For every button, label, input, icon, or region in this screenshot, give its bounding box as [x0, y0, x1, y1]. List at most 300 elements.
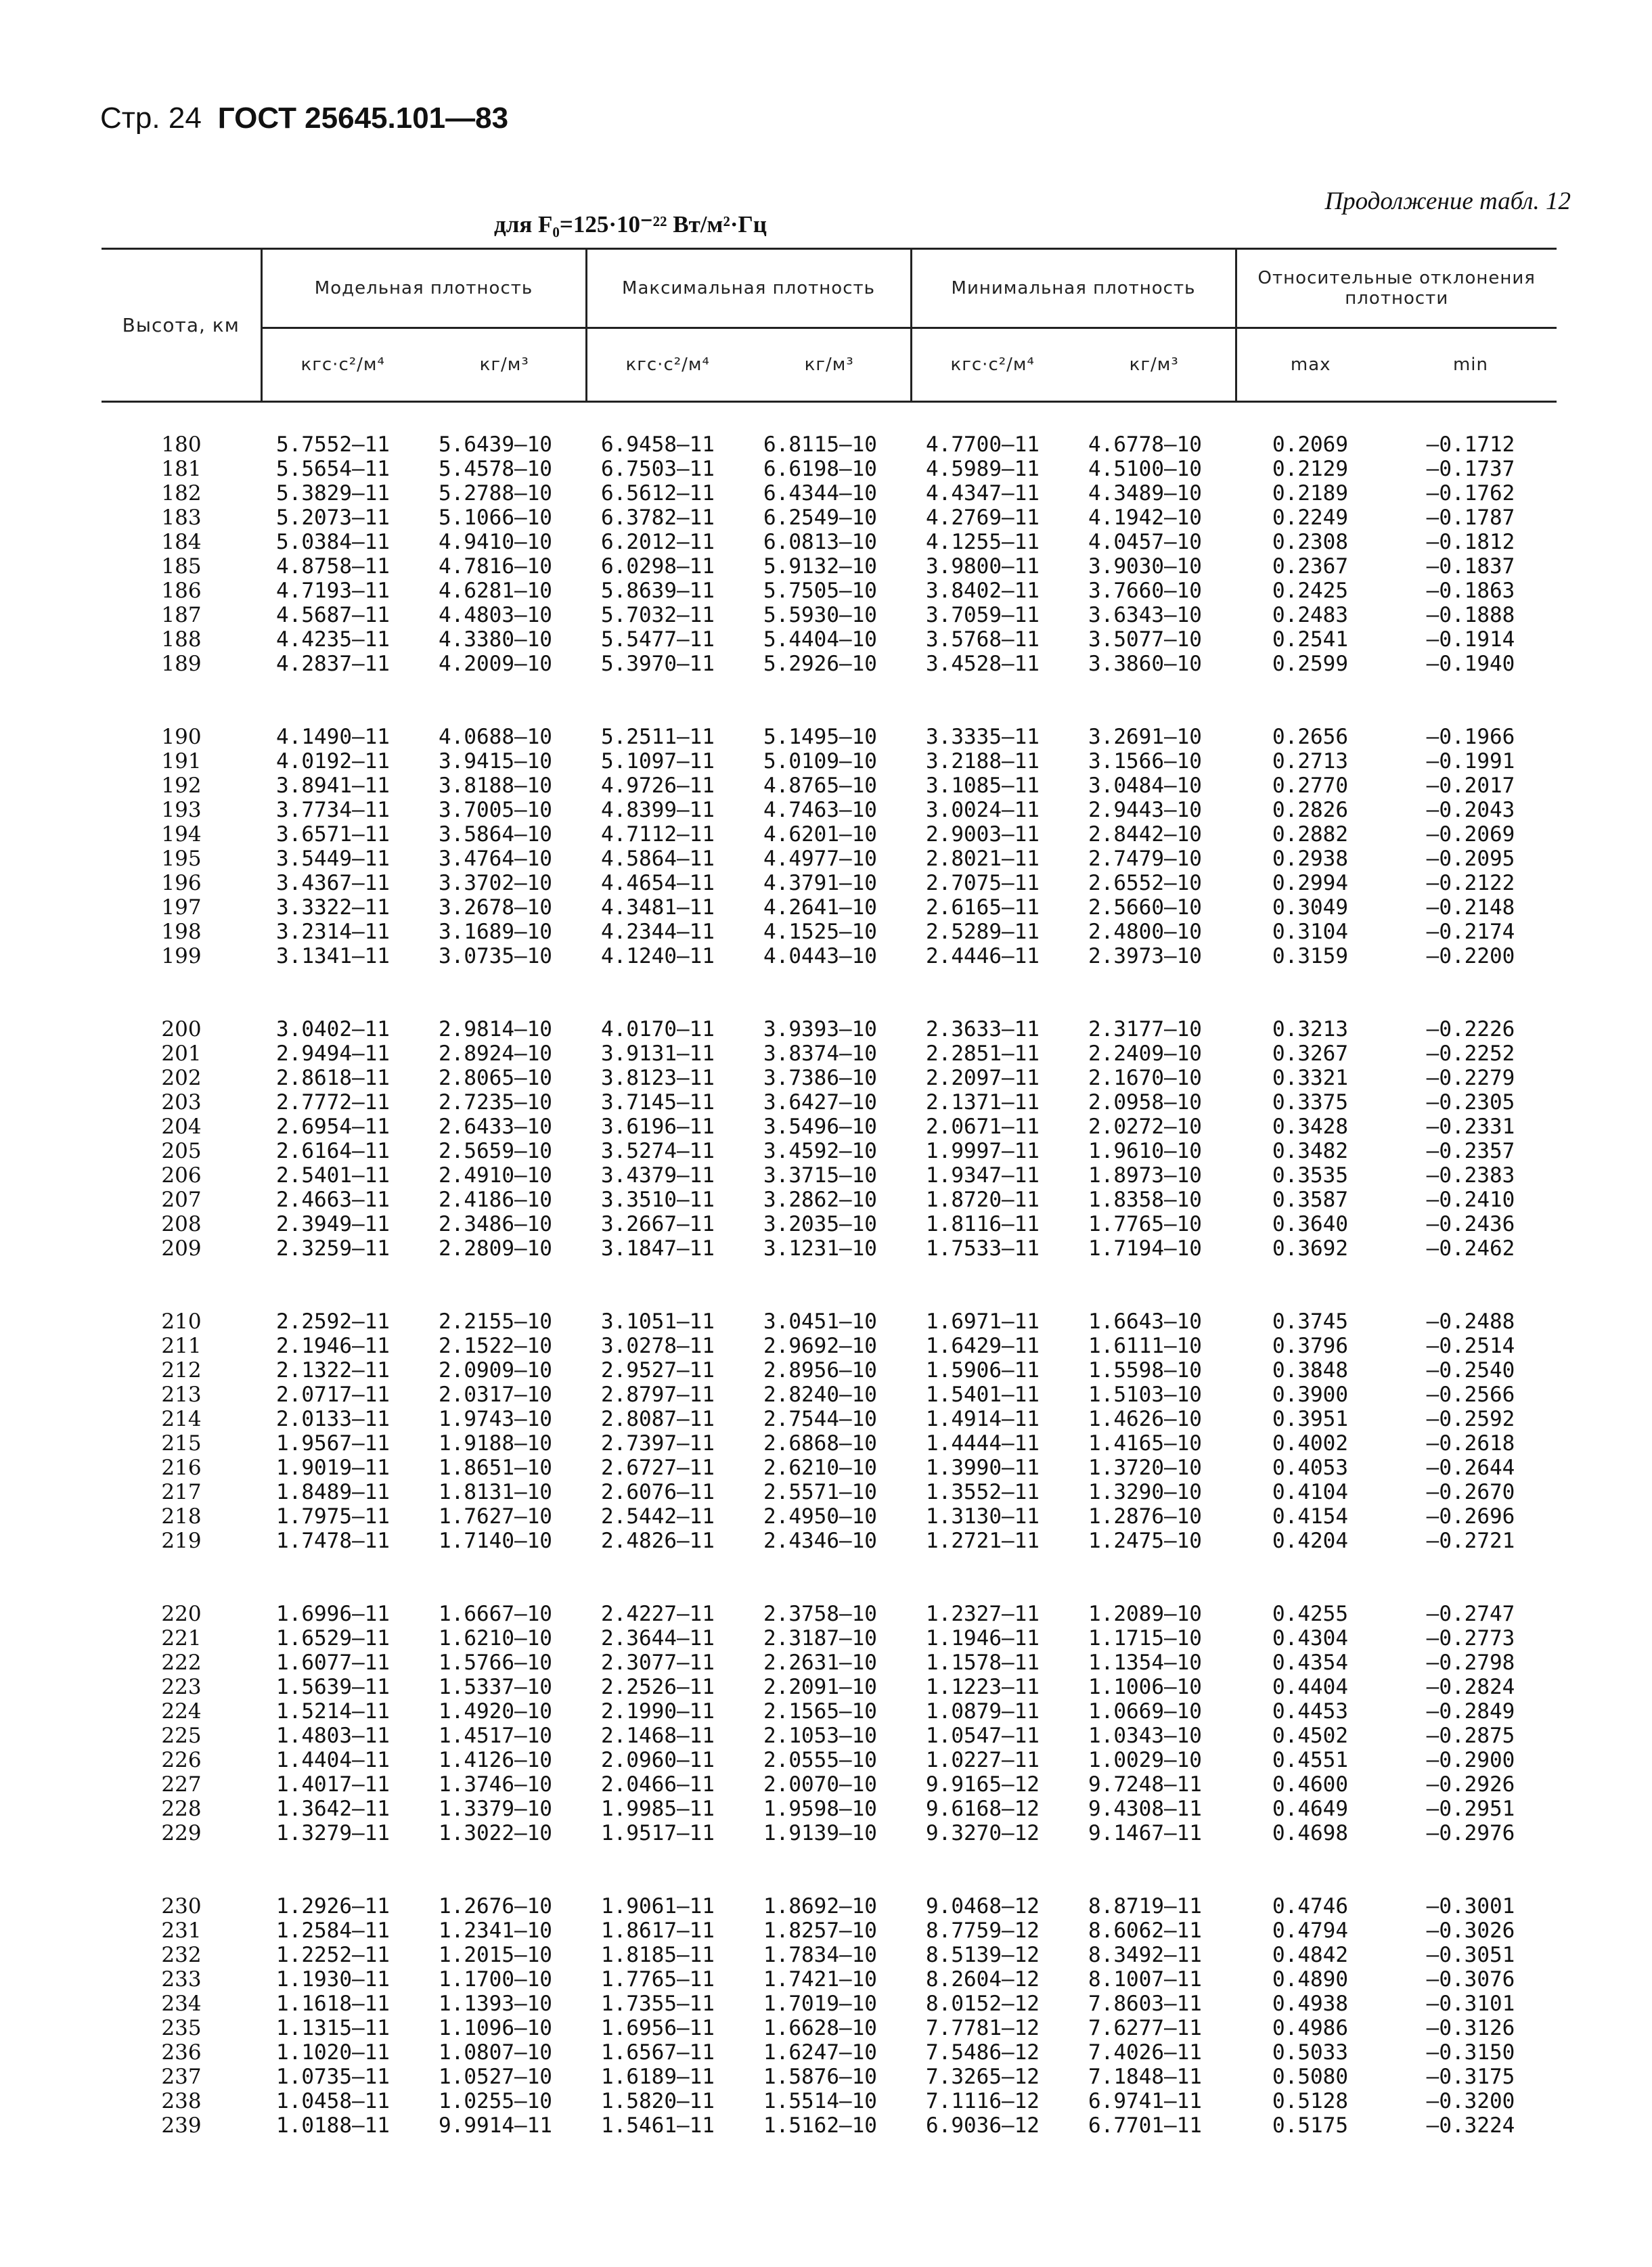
value-cell: —0.2122 — [1426, 871, 1515, 895]
value-cell: 8.0152—12 — [926, 1992, 1040, 2016]
value-cell: —0.1863 — [1426, 579, 1515, 603]
value-cell: 3.3335—11 — [926, 725, 1040, 749]
value-cell: —0.2976 — [1426, 1821, 1515, 1845]
value-cell: 1.4517—10 — [439, 1724, 552, 1748]
value-cell: 2.2809—10 — [439, 1236, 552, 1261]
value-cell: 2.1053—10 — [763, 1724, 877, 1748]
height-cell: 190 — [161, 725, 202, 749]
value-cell: 1.7194—10 — [1088, 1236, 1202, 1261]
value-cell: —0.1888 — [1426, 603, 1515, 627]
value-cell: 4.4347—11 — [926, 481, 1040, 506]
value-cell: —0.2410 — [1426, 1188, 1515, 1212]
value-cell: 0.2994 — [1272, 871, 1348, 895]
value-cell: 2.3077—11 — [601, 1651, 715, 1675]
value-cell: 2.3644—11 — [601, 1626, 715, 1651]
value-cell: 1.1223—11 — [926, 1675, 1040, 1699]
value-cell: 1.5766—10 — [439, 1651, 552, 1675]
value-cell: —0.2696 — [1426, 1504, 1515, 1529]
height-cell: 207 — [161, 1188, 202, 1212]
value-cell: —0.2148 — [1426, 895, 1515, 920]
model-density-header: Модельная плотность — [261, 249, 586, 328]
value-cell: —0.1712 — [1426, 432, 1515, 457]
min-density-header: Минимальная плотность — [911, 249, 1236, 328]
value-cell: —0.2252 — [1426, 1041, 1515, 1066]
value-cell: 1.6667—10 — [439, 1602, 552, 1626]
value-cell: 0.4502 — [1272, 1724, 1348, 1748]
table-row — [102, 1699, 1557, 1724]
value-cell: 2.6164—11 — [276, 1139, 390, 1163]
value-cell: 1.6643—10 — [1088, 1309, 1202, 1334]
value-cell: 4.7112—11 — [601, 822, 715, 847]
value-cell: 0.5128 — [1272, 2089, 1348, 2113]
value-cell: 6.2012—11 — [601, 530, 715, 554]
value-cell: —0.1812 — [1426, 530, 1515, 554]
value-cell: 4.7463—10 — [763, 798, 877, 822]
value-cell: 1.1096—10 — [439, 2016, 552, 2040]
value-cell: 2.3949—11 — [276, 1212, 390, 1236]
value-cell: 3.7145—11 — [601, 1090, 715, 1115]
table-row — [102, 1017, 1557, 1041]
value-cell: 2.4346—10 — [763, 1529, 877, 1553]
value-cell: —0.2849 — [1426, 1699, 1515, 1724]
value-cell: 1.3746—10 — [439, 1772, 552, 1797]
value-cell: 1.5514—10 — [763, 2089, 877, 2113]
value-cell: —0.2383 — [1426, 1163, 1515, 1188]
value-cell: 1.5639—11 — [276, 1675, 390, 1699]
value-cell: 1.1315—11 — [276, 2016, 390, 2040]
table-row — [102, 652, 1557, 676]
value-cell: 1.5162—10 — [763, 2113, 877, 2138]
value-cell: 2.8065—10 — [439, 1066, 552, 1090]
value-cell: 0.2826 — [1272, 798, 1348, 822]
value-cell: 3.5449—11 — [276, 847, 390, 871]
value-cell: 5.9132—10 — [763, 554, 877, 579]
value-cell: 2.2592—11 — [276, 1309, 390, 1334]
value-cell: 0.4986 — [1272, 2016, 1348, 2040]
height-cell: 219 — [161, 1529, 202, 1553]
value-cell: 4.8765—10 — [763, 773, 877, 798]
value-cell: 4.2344—11 — [601, 920, 715, 944]
table-row — [102, 1431, 1557, 1456]
value-cell: 2.4910—10 — [439, 1163, 552, 1188]
value-cell: 1.1393—10 — [439, 1992, 552, 2016]
value-cell: 0.2069 — [1272, 432, 1348, 457]
value-cell: 4.5989—11 — [926, 457, 1040, 481]
value-cell: 1.0527—10 — [439, 2065, 552, 2089]
value-cell: —0.2566 — [1426, 1383, 1515, 1407]
value-cell: 7.1116—12 — [926, 2089, 1040, 2113]
height-cell: 202 — [161, 1066, 202, 1090]
value-cell: —0.2926 — [1426, 1772, 1515, 1797]
value-cell: 0.4255 — [1272, 1602, 1348, 1626]
value-cell: 2.6210—10 — [763, 1456, 877, 1480]
value-cell: 4.1525—10 — [763, 920, 877, 944]
value-cell: —0.2095 — [1426, 847, 1515, 871]
value-cell: 4.0457—10 — [1088, 530, 1202, 554]
value-cell: 1.7975—11 — [276, 1504, 390, 1529]
value-cell: 2.0070—10 — [763, 1772, 877, 1797]
value-cell: 2.5442—11 — [601, 1504, 715, 1529]
value-cell: 1.1930—11 — [276, 1967, 390, 1992]
value-cell: 1.9598—10 — [763, 1797, 877, 1821]
value-cell: 0.3104 — [1272, 920, 1348, 944]
unit-header: кгс·с²/м⁴ — [586, 328, 749, 402]
height-cell: 221 — [161, 1626, 202, 1651]
value-cell: 4.5687—11 — [276, 603, 390, 627]
value-cell: 1.8116—11 — [926, 1212, 1040, 1236]
value-cell: 2.0958—10 — [1088, 1090, 1202, 1115]
value-cell: 1.4803—11 — [276, 1724, 390, 1748]
value-cell: 0.3951 — [1272, 1407, 1348, 1431]
value-cell: 9.4308—11 — [1088, 1797, 1202, 1821]
height-cell: 201 — [161, 1041, 202, 1066]
value-cell: 1.8185—11 — [601, 1943, 715, 1967]
value-cell: 5.1495—10 — [763, 725, 877, 749]
height-cell: 192 — [161, 773, 202, 798]
table-row — [102, 2016, 1557, 2040]
value-cell: 5.4404—10 — [763, 627, 877, 652]
value-cell: 4.2837—11 — [276, 652, 390, 676]
value-cell: —0.1737 — [1426, 457, 1515, 481]
value-cell: 1.9347—11 — [926, 1163, 1040, 1188]
height-cell: 209 — [161, 1236, 202, 1261]
value-cell: 2.7544—10 — [763, 1407, 877, 1431]
value-cell: —0.2644 — [1426, 1456, 1515, 1480]
value-cell: —0.2798 — [1426, 1651, 1515, 1675]
value-cell: 2.6076—11 — [601, 1480, 715, 1504]
value-cell: 4.3380—10 — [439, 627, 552, 652]
value-cell: —0.3001 — [1426, 1894, 1515, 1918]
value-cell: —0.2462 — [1426, 1236, 1515, 1261]
value-cell: 3.2691—10 — [1088, 725, 1202, 749]
value-cell: 4.4803—10 — [439, 603, 552, 627]
value-cell: —0.2592 — [1426, 1407, 1515, 1431]
value-cell: 5.3829—11 — [276, 481, 390, 506]
value-cell: 3.1231—10 — [763, 1236, 877, 1261]
value-cell: 0.3640 — [1272, 1212, 1348, 1236]
value-cell: 5.5930—10 — [763, 603, 877, 627]
value-cell: 0.3745 — [1272, 1309, 1348, 1334]
value-cell: 1.0879—11 — [926, 1699, 1040, 1724]
value-cell: 8.5139—12 — [926, 1943, 1040, 1967]
value-cell: 6.9741—11 — [1088, 2089, 1202, 2113]
value-cell: 1.6077—11 — [276, 1651, 390, 1675]
value-cell: 2.1522—10 — [439, 1334, 552, 1358]
value-cell: 0.3535 — [1272, 1163, 1348, 1188]
value-cell: 0.3321 — [1272, 1066, 1348, 1090]
value-cell: 1.9139—10 — [763, 1821, 877, 1845]
value-cell: 1.3022—10 — [439, 1821, 552, 1845]
value-cell: 3.1847—11 — [601, 1236, 715, 1261]
value-cell: 3.5864—10 — [439, 822, 552, 847]
table-row — [102, 822, 1557, 847]
value-cell: 3.8188—10 — [439, 773, 552, 798]
table-row — [102, 1894, 1557, 1918]
value-cell: 2.9814—10 — [439, 1017, 552, 1041]
gap-cell — [102, 1845, 1557, 1894]
value-cell: —0.2540 — [1426, 1358, 1515, 1383]
height-cell: 185 — [161, 554, 202, 579]
value-cell: 4.3489—10 — [1088, 481, 1202, 506]
value-cell: 5.4578—10 — [439, 457, 552, 481]
table-row — [102, 1602, 1557, 1626]
height-cell: 206 — [161, 1163, 202, 1188]
height-cell: 180 — [161, 432, 202, 457]
value-cell: —0.2670 — [1426, 1480, 1515, 1504]
value-cell: 1.1700—10 — [439, 1967, 552, 1992]
value-cell: 3.1689—10 — [439, 920, 552, 944]
value-cell: 2.0960—11 — [601, 1748, 715, 1772]
value-cell: 3.0451—10 — [763, 1309, 877, 1334]
value-cell: 1.4626—10 — [1088, 1407, 1202, 1431]
value-cell: 6.9036—12 — [926, 2113, 1040, 2138]
value-cell: 0.2713 — [1272, 749, 1348, 773]
height-cell: 227 — [161, 1772, 202, 1797]
value-cell: 1.7627—10 — [439, 1504, 552, 1529]
height-cell: 196 — [161, 871, 202, 895]
value-cell: 0.3587 — [1272, 1188, 1348, 1212]
value-cell: —0.2226 — [1426, 1017, 1515, 1041]
height-cell: 233 — [161, 1967, 202, 1992]
value-cell: —0.2875 — [1426, 1724, 1515, 1748]
value-cell: 1.4126—10 — [439, 1748, 552, 1772]
value-cell: 1.4444—11 — [926, 1431, 1040, 1456]
height-cell: 186 — [161, 579, 202, 603]
table-row — [102, 1407, 1557, 1431]
height-cell: 189 — [161, 652, 202, 676]
value-cell: 0.3159 — [1272, 944, 1348, 968]
value-cell: 1.3642—11 — [276, 1797, 390, 1821]
max-column-header: max — [1236, 328, 1385, 402]
value-cell: 2.9692—10 — [763, 1334, 877, 1358]
value-cell: 4.0192—11 — [276, 749, 390, 773]
value-cell: 3.3510—11 — [601, 1188, 715, 1212]
height-cell: 235 — [161, 2016, 202, 2040]
value-cell: 1.1946—11 — [926, 1626, 1040, 1651]
value-cell: 3.0402—11 — [276, 1017, 390, 1041]
value-cell: 1.6971—11 — [926, 1309, 1040, 1334]
value-cell: 0.3049 — [1272, 895, 1348, 920]
value-cell: 1.7019—10 — [763, 1992, 877, 2016]
unit-header: кгс·с²/м⁴ — [261, 328, 424, 402]
value-cell: 4.5864—11 — [601, 847, 715, 871]
height-cell: 223 — [161, 1675, 202, 1699]
value-cell: 1.2584—11 — [276, 1918, 390, 1943]
table-row — [102, 2089, 1557, 2113]
value-cell: 3.4379—11 — [601, 1163, 715, 1188]
table-row — [102, 895, 1557, 920]
value-cell: 5.7032—11 — [601, 603, 715, 627]
height-cell: 226 — [161, 1748, 202, 1772]
value-cell: 1.5401—11 — [926, 1383, 1040, 1407]
value-cell: 2.5401—11 — [276, 1163, 390, 1188]
value-cell: —0.2488 — [1426, 1309, 1515, 1334]
value-cell: 2.0133—11 — [276, 1407, 390, 1431]
value-cell: 1.0188—11 — [276, 2113, 390, 2138]
value-cell: 2.6552—10 — [1088, 871, 1202, 895]
value-cell: 4.1942—10 — [1088, 506, 1202, 530]
value-cell: 0.3796 — [1272, 1334, 1348, 1358]
value-cell: 1.3552—11 — [926, 1480, 1040, 1504]
value-cell: 0.3375 — [1272, 1090, 1348, 1115]
value-cell: —0.2824 — [1426, 1675, 1515, 1699]
value-cell: 4.4977—10 — [763, 847, 877, 871]
value-cell: 2.3633—11 — [926, 1017, 1040, 1041]
value-cell: 1.9061—11 — [601, 1894, 715, 1918]
value-cell: —0.2721 — [1426, 1529, 1515, 1553]
value-cell: 4.6281—10 — [439, 579, 552, 603]
value-cell: 5.2788—10 — [439, 481, 552, 506]
value-cell: 7.5486—12 — [926, 2040, 1040, 2065]
value-cell: 2.5660—10 — [1088, 895, 1202, 920]
value-cell: 1.0458—11 — [276, 2089, 390, 2113]
value-cell: 1.4017—11 — [276, 1772, 390, 1797]
value-cell: 1.2341—10 — [439, 1918, 552, 1943]
height-cell: 229 — [161, 1821, 202, 1845]
value-cell: 7.6277—11 — [1088, 2016, 1202, 2040]
table-row — [102, 773, 1557, 798]
value-cell: 4.7700—11 — [926, 432, 1040, 457]
value-cell: 4.8399—11 — [601, 798, 715, 822]
value-cell: 0.2599 — [1272, 652, 1348, 676]
value-cell: 2.7235—10 — [439, 1090, 552, 1115]
value-cell: 3.9800—11 — [926, 554, 1040, 579]
table-row — [102, 481, 1557, 506]
value-cell: 3.2678—10 — [439, 895, 552, 920]
table-row — [102, 506, 1557, 530]
value-cell: 1.6111—10 — [1088, 1334, 1202, 1358]
table-row — [102, 579, 1557, 603]
value-cell: 3.4528—11 — [926, 652, 1040, 676]
height-cell: 220 — [161, 1602, 202, 1626]
value-cell: 0.4404 — [1272, 1675, 1348, 1699]
height-cell: 216 — [161, 1456, 202, 1480]
value-cell: 4.6201—10 — [763, 822, 877, 847]
value-cell: 1.6996—11 — [276, 1602, 390, 1626]
value-cell: 3.8941—11 — [276, 773, 390, 798]
value-cell: 2.0317—10 — [439, 1383, 552, 1407]
height-cell: 187 — [161, 603, 202, 627]
value-cell: 0.3482 — [1272, 1139, 1348, 1163]
value-cell: 1.1618—11 — [276, 1992, 390, 2016]
height-cell: 210 — [161, 1309, 202, 1334]
height-cell: 208 — [161, 1212, 202, 1236]
value-cell: 2.0717—11 — [276, 1383, 390, 1407]
value-cell: —0.1991 — [1426, 749, 1515, 773]
value-cell: —0.3150 — [1426, 2040, 1515, 2065]
value-cell: 1.5906—11 — [926, 1358, 1040, 1383]
height-cell: 239 — [161, 2113, 202, 2138]
height-cell: 204 — [161, 1115, 202, 1139]
value-cell: 8.2604—12 — [926, 1967, 1040, 1992]
value-cell: 1.8131—10 — [439, 1480, 552, 1504]
value-cell: 3.0024—11 — [926, 798, 1040, 822]
value-cell: 1.0735—11 — [276, 2065, 390, 2089]
value-cell: 1.9985—11 — [601, 1797, 715, 1821]
value-cell: 1.4920—10 — [439, 1699, 552, 1724]
table-subtitle: для F₀=125·10⁻²² Вт/м²·Гц — [494, 211, 767, 238]
value-cell: 2.8797—11 — [601, 1383, 715, 1407]
height-cell: 222 — [161, 1651, 202, 1675]
value-cell: 0.3428 — [1272, 1115, 1348, 1139]
value-cell: 1.9743—10 — [439, 1407, 552, 1431]
value-cell: 0.2425 — [1272, 579, 1348, 603]
value-cell: 0.2367 — [1272, 554, 1348, 579]
table-row — [102, 1918, 1557, 1943]
table-row — [102, 457, 1557, 481]
value-cell: 2.2526—11 — [601, 1675, 715, 1699]
value-cell: 2.8021—11 — [926, 847, 1040, 871]
value-cell: 1.4914—11 — [926, 1407, 1040, 1431]
table-row — [102, 530, 1557, 554]
value-cell: 9.0468—12 — [926, 1894, 1040, 1918]
value-cell: 1.6567—11 — [601, 2040, 715, 2065]
height-cell: 224 — [161, 1699, 202, 1724]
value-cell: 1.7765—11 — [601, 1967, 715, 1992]
table-row — [102, 1992, 1557, 2016]
value-cell: 9.3270—12 — [926, 1821, 1040, 1845]
value-cell: 5.2511—11 — [601, 725, 715, 749]
value-cell: 0.4104 — [1272, 1480, 1348, 1504]
value-cell: 3.9030—10 — [1088, 554, 1202, 579]
height-cell: 191 — [161, 749, 202, 773]
unit-header: кгс·с²/м⁴ — [911, 328, 1073, 402]
group-gap — [102, 676, 1557, 725]
height-cell: 193 — [161, 798, 202, 822]
value-cell: 0.3267 — [1272, 1041, 1348, 1066]
value-cell: 2.3259—11 — [276, 1236, 390, 1261]
table-row — [102, 1626, 1557, 1651]
value-cell: 0.4204 — [1272, 1529, 1348, 1553]
height-cell: 197 — [161, 895, 202, 920]
gap-cell — [102, 676, 1557, 725]
value-cell: 2.4663—11 — [276, 1188, 390, 1212]
value-cell: 6.7701—11 — [1088, 2113, 1202, 2138]
unit-header: кг/м³ — [804, 355, 854, 375]
value-cell: 2.5289—11 — [926, 920, 1040, 944]
height-cell: 198 — [161, 920, 202, 944]
value-cell: 1.3130—11 — [926, 1504, 1040, 1529]
table-row — [102, 1066, 1557, 1090]
value-cell: 6.9458—11 — [601, 432, 715, 457]
value-cell: 2.7397—11 — [601, 1431, 715, 1456]
value-cell: 2.2851—11 — [926, 1041, 1040, 1066]
value-cell: 2.9494—11 — [276, 1041, 390, 1066]
value-cell: 3.1341—11 — [276, 944, 390, 968]
value-cell: 3.6196—11 — [601, 1115, 715, 1139]
value-cell: 1.3279—11 — [276, 1821, 390, 1845]
value-cell: 7.8603—11 — [1088, 1992, 1202, 2016]
value-cell: 2.1990—11 — [601, 1699, 715, 1724]
value-cell: 5.0109—10 — [763, 749, 877, 773]
page-header — [100, 102, 508, 135]
value-cell: 1.9517—11 — [601, 1821, 715, 1845]
value-cell: 5.0384—11 — [276, 530, 390, 554]
value-cell: 1.5214—11 — [276, 1699, 390, 1724]
value-cell: 3.7734—11 — [276, 798, 390, 822]
value-cell: 1.8651—10 — [439, 1456, 552, 1480]
value-cell: —0.1837 — [1426, 554, 1515, 579]
table-row — [102, 1236, 1557, 1261]
value-cell: 4.7193—11 — [276, 579, 390, 603]
value-cell: 3.8402—11 — [926, 579, 1040, 603]
value-cell: 2.8924—10 — [439, 1041, 552, 1066]
value-cell: 1.3990—11 — [926, 1456, 1040, 1480]
value-cell: 4.9410—10 — [439, 530, 552, 554]
page-number: Стр. 24 — [100, 102, 202, 135]
value-cell: 0.4890 — [1272, 1967, 1348, 1992]
value-cell: 3.9131—11 — [601, 1041, 715, 1066]
